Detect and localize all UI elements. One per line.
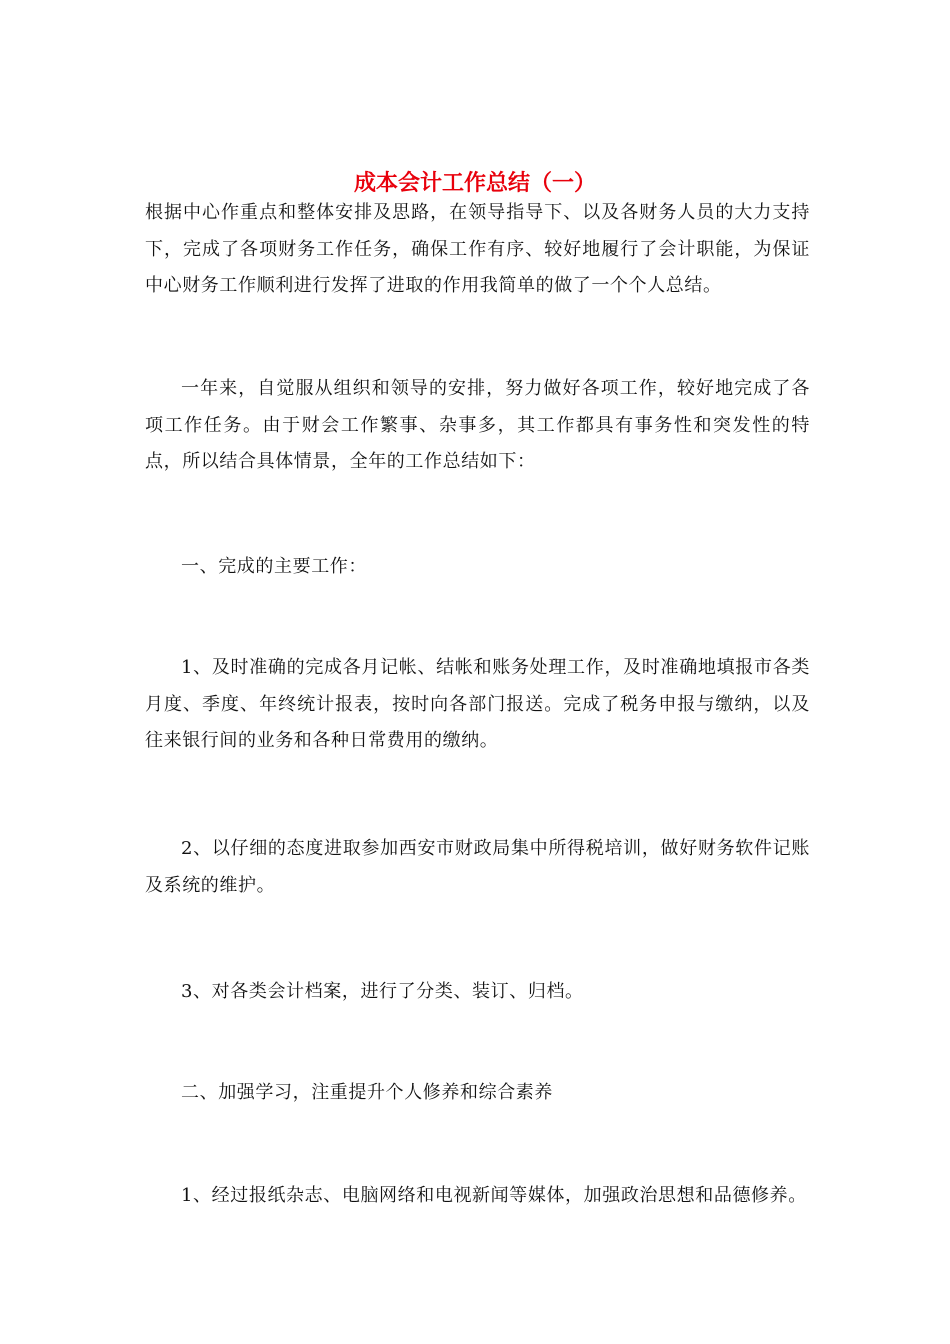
section-heading: 一、完成的主要工作：: [181, 556, 367, 577]
body-paragraph: 一年来，自觉服从组织和领导的安排，努力做好各项工作，较好地完成了各项工作任务。由于财会工作繁事、杂事多，其工作都具有事务性和突发性的特点，所以结合具体情景，全年的工作总结如下：: [145, 378, 810, 472]
list-item: 3、对各类会计档案，进行了分类、装订、归档。: [181, 981, 584, 1002]
document-title: 成本会计工作总结（一）: [353, 169, 596, 196]
list-item: 2、以仔细的态度进取参加西安市财政局集中所得税培训，做好财务软件记账及系统的维护。: [145, 838, 810, 896]
intro-paragraph: 根据中心作重点和整体安排及思路，在领导指导下、以及各财务人员的大力支持下，完成了各项财务工作任务，确保工作有序、较好地履行了会计职能，为保证中心财务工作顺利进行发挥了进取的作用我简单的做了一个个人总结。: [145, 202, 810, 296]
list-item: 1、及时准确的完成各月记帐、结帐和账务处理工作，及时准确地填报市各类月度、季度、年终统计报表，按时向各部门报送。完成了税务申报与缴纳，以及往来银行间的业务和各种日常费用的缴纳。: [145, 657, 810, 751]
list-item: 1、经过报纸杂志、电脑网络和电视新闻等媒体，加强政治思想和品德修养。: [181, 1185, 807, 1206]
section-heading: 二、加强学习，注重提升个人修养和综合素养: [181, 1082, 553, 1103]
